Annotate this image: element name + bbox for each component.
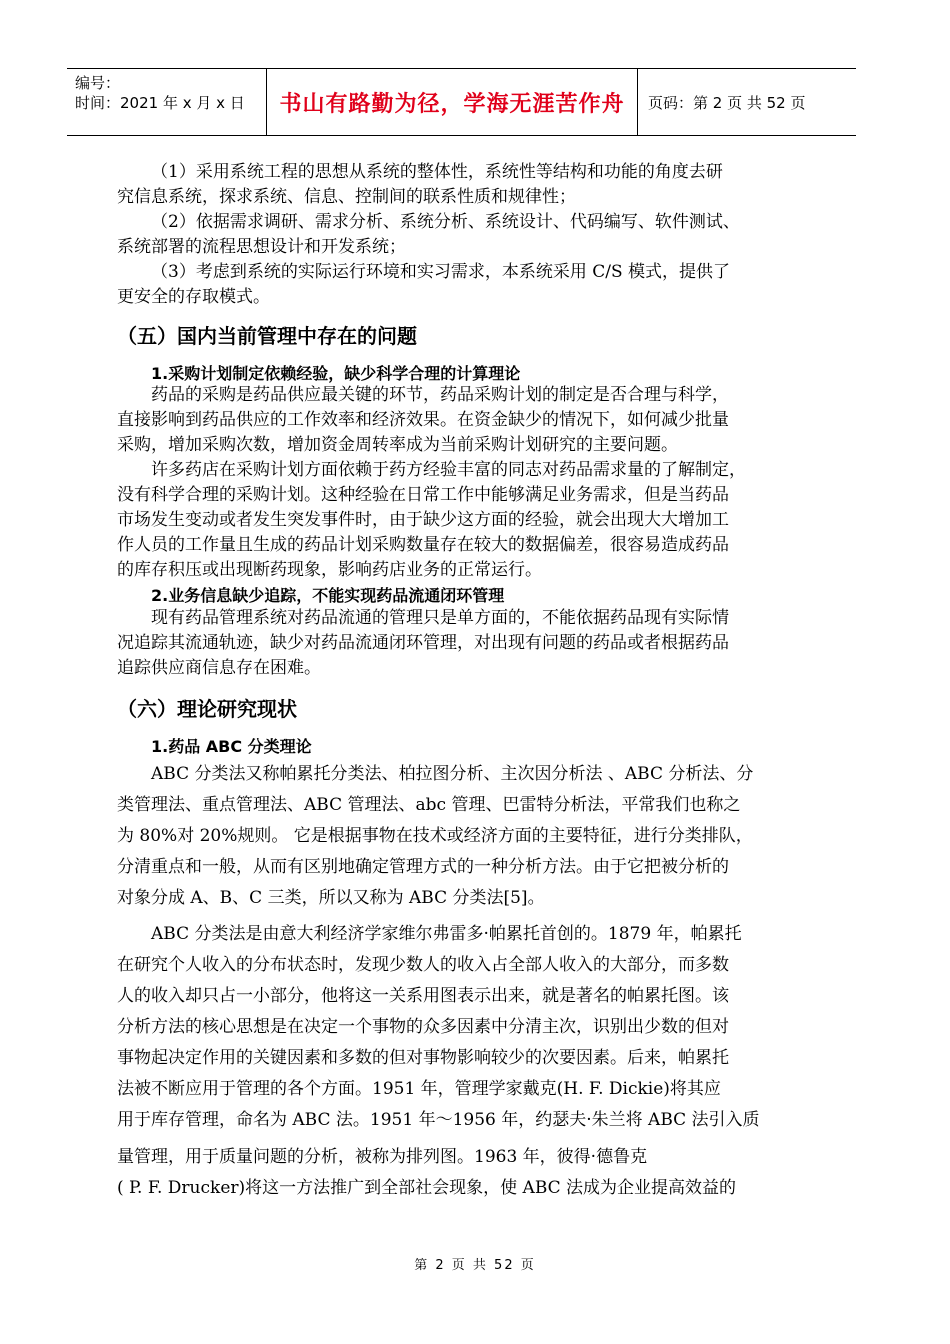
paragraph-line: 作人员的工作量且生成的药品计划采购数量存在较大的数据偏差，很容易造成药品: [117, 535, 729, 555]
paragraph-line: 分析方法的核心思想是在决定一个事物的众多因素中分清主次，识别出少数的但对: [117, 1017, 729, 1037]
paragraph-line: ABC 分类法又称帕累托分类法、柏拉图分析、主次因分析法 、ABC 分析法、分: [151, 764, 754, 784]
paragraph-line: 系统部署的流程思想设计和开发系统；: [117, 237, 406, 257]
subheading-5-2: 2.业务信息缺少追踪，不能实现药品流通闭环管理: [151, 586, 505, 605]
paragraph-line: 量管理，用于质量问题的分析，被称为排列图。1963 年，彼得·德鲁克: [117, 1147, 648, 1167]
paragraph-line: 事物起决定作用的关键因素和多数的但对事物影响较少的次要因素。后来，帕累托: [117, 1048, 729, 1068]
paragraph-line: 类管理法、重点管理法、ABC 管理法、abc 管理、巴雷特分析法，平常我们也称之: [117, 795, 741, 815]
section-heading-6: （六）理论研究现状: [117, 697, 297, 721]
doc-code: 编号：: [75, 74, 121, 92]
paragraph-line: 分清重点和一般，从而有区别地确定管理方式的一种分析方法。由于它把被分析的: [117, 857, 729, 877]
paragraph-line: 药品的采购是药品供应最关键的环节，药品采购计划的制定是否合理与科学，: [151, 385, 729, 405]
paragraph-line: 没有科学合理的采购计划。这种经验在日常工作中能够满足业务需求，但是当药品: [117, 485, 729, 505]
paragraph-line: 的库存积压或出现断药现象，影响药店业务的正常运行。: [117, 560, 542, 580]
paragraph-line: 法被不断应用于管理的各个方面。1951 年，管理学家戴克(H. F. Dickie)将其应: [117, 1079, 721, 1099]
header-page-number: 页码：第 2 页 共 52 页: [648, 93, 806, 112]
paragraph-line: 对象分成 A、B、C 三类，所以又称为 ABC 分类法[5]。: [117, 888, 545, 908]
paragraph-line: （1）采用系统工程的思想从系统的整体性，系统性等结构和功能的角度去研: [151, 162, 723, 182]
section-heading-5: （五）国内当前管理中存在的问题: [117, 324, 417, 348]
header-page-cell: [638, 69, 856, 135]
paragraph-line: 许多药店在采购计划方面依赖于药方经验丰富的同志对药品需求量的了解制定，: [151, 460, 746, 480]
paragraph-line: 在研究个人收入的分布状态时，发现少数人的收入占全部人收入的大部分，而多数: [117, 955, 729, 975]
paragraph-line: 用于库存管理，命名为 ABC 法。1951 年～1956 年，约瑟夫·朱兰将 ABC 法引入质: [117, 1110, 760, 1130]
paragraph-line: 究信息系统，探求系统、信息、控制间的联系性质和规律性；: [117, 187, 576, 207]
header-meta: [67, 69, 267, 135]
subheading-5-1: 1.采购计划制定依赖经验，缺少科学合理的计算理论: [151, 364, 521, 383]
paragraph-line: 更安全的存取模式。: [117, 287, 270, 307]
paragraph-line: 市场发生变动或者发生突发事件时，由于缺少这方面的经验，就会出现大大增加工: [117, 510, 729, 530]
paragraph-line: 人的收入却只占一小部分，他将这一关系用图表示出来，就是著名的帕累托图。该: [117, 986, 729, 1006]
paragraph-line: 况追踪其流通轨迹，缺少对药品流通闭环管理，对出现有问题的药品或者根据药品: [117, 633, 729, 653]
header-motto-cell: [267, 69, 638, 135]
paragraph-line: 现有药品管理系统对药品流通的管理只是单方面的，不能依据药品现有实际情: [151, 608, 729, 628]
paragraph-line: （2）依据需求调研、需求分析、系统分析、系统设计、代码编写、软件测试、: [151, 212, 740, 232]
page-footer: 第 2 页 共 52 页: [414, 1258, 536, 1273]
doc-time: 时间：2021 年 x 月 x 日: [75, 94, 245, 112]
paragraph-line: ( P. F. Drucker)将这一方法推广到全部社会现象，使 ABC 法成为企业提高效益的: [117, 1178, 737, 1198]
header-motto: 书山有路勤为径，学海无涯苦作舟: [279, 91, 625, 117]
paragraph-line: ABC 分类法是由意大利经济学家维尔弗雷多·帕累托首创的。1879 年，帕累托: [151, 924, 742, 944]
paragraph-line: 采购，增加采购次数，增加资金周转率成为当前采购计划研究的主要问题。: [117, 435, 678, 455]
page-header: [67, 68, 856, 136]
paragraph-line: 直接影响到药品供应的工作效率和经济效果。在资金缺少的情况下，如何减少批量: [117, 410, 729, 430]
subheading-6-1: 1.药品 ABC 分类理论: [151, 737, 312, 756]
paragraph-line: 为 80%对 20%规则。 它是根据事物在技术或经济方面的主要特征，进行分类排队，: [117, 826, 753, 846]
paragraph-line: （3）考虑到系统的实际运行环境和实习需求，本系统采用 C/S 模式，提供了: [151, 262, 731, 282]
paragraph-line: 追踪供应商信息存在困难。: [117, 658, 321, 678]
